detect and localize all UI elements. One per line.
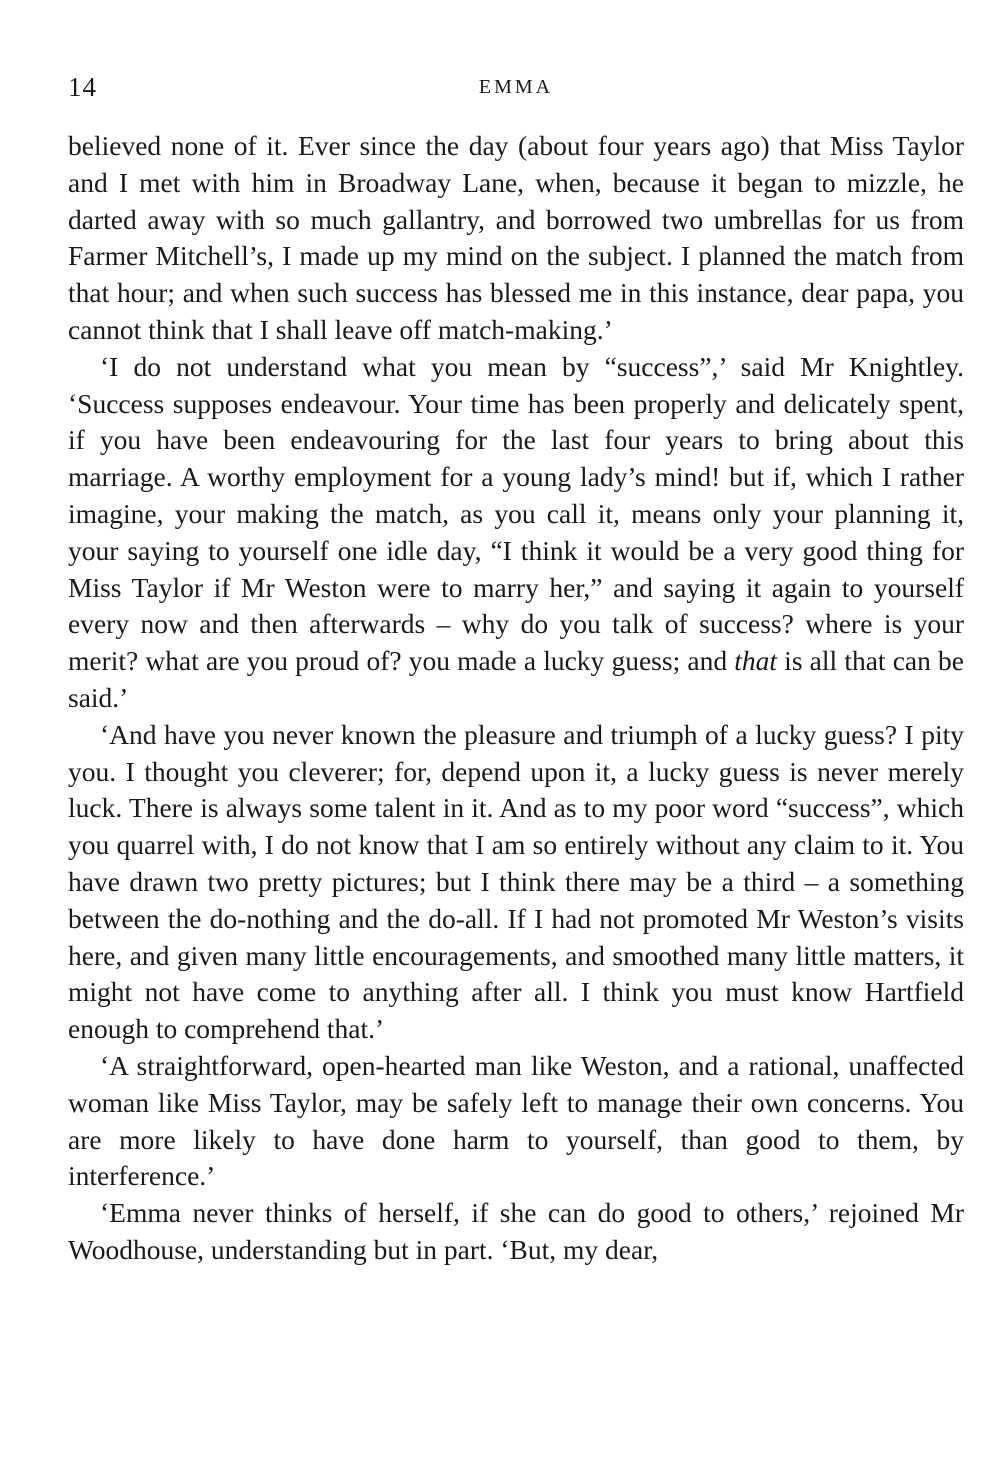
paragraph-5: [68, 1195, 964, 1269]
body-text: [68, 128, 964, 1269]
paragraph-4-text: ‘A straightforward, open-hearted man like Weston, and a rational, unaffected woman like Miss Taylor, may be safely left to manage their own concerns. You are more likely to have done harm to yourself, than good to them, by interference.’: [68, 1049, 964, 1192]
paragraph-3-text: ‘And have you never known the pleasure and triumph of a lucky guess? I pity you. I thought you cleverer; for, depend upon it, a lucky guess is never merely luck. There is always some talent in it. And as to my poor word “success”, which you quarrel with, I do not know that I am so entirely without any claim to it. You have drawn two pretty pictures; but I think there may be a third – a something between the do-nothing and the do-all. If I had not promoted Mr Weston’s visits here, and given many little encouragements, and smoothed many little matters, it might not have come to anything after all. I think you must know Hartfield enough to comprehend that.’: [68, 718, 964, 1045]
paragraph-2-text: ‘I do not understand what you mean by “success”,’ said Mr Knightley. ‘Success supposes endeavour. Your time has been properly and delicately spent, if you have been endeavouring for the last four years to bring about this marriage. A worthy employment for a young lady’s mind! but if, which I rather imagine, your making the match, as you call it, means only your planning it, your saying to yourself one idle day, “I think it would be a very good thing for Miss Taylor if Mr Weston were to marry her,” and saying it again to yourself every now and then afterwards – why do you talk of success? where is your merit? what are you proud of? you made a lucky guess; and: [68, 350, 964, 677]
paragraph-1: [68, 128, 964, 349]
running-head: [68, 72, 964, 112]
paragraph-3: [68, 717, 964, 1048]
paragraph-2-emphasis: that: [734, 645, 778, 677]
book-page: [68, 72, 964, 1269]
book-title: EMMA: [478, 76, 554, 98]
paragraph-4: [68, 1048, 964, 1195]
paragraph-2-text-end: is all that can be said.’: [68, 645, 964, 713]
paragraph-5-text: ‘Emma never thinks of herself, if she can do good to others,’ rejoined Mr Woodhouse, understanding but in part. ‘But, my dear,: [68, 1197, 964, 1265]
page-number: 14: [68, 72, 97, 102]
paragraph-2: [68, 349, 964, 717]
paragraph-1-text: believed none of it. Ever since the day (about four years ago) that Miss Taylor and I met with him in Broadway Lane, when, because it began to mizzle, he darted away with so much gallantry, and borrowed two umbrellas for us from Farmer Mitchell’s, I made up my mind on the subject. I planned the match from that hour; and when such success has blessed me in this instance, dear papa, you cannot think that I shall leave off match-making.’: [68, 130, 964, 345]
